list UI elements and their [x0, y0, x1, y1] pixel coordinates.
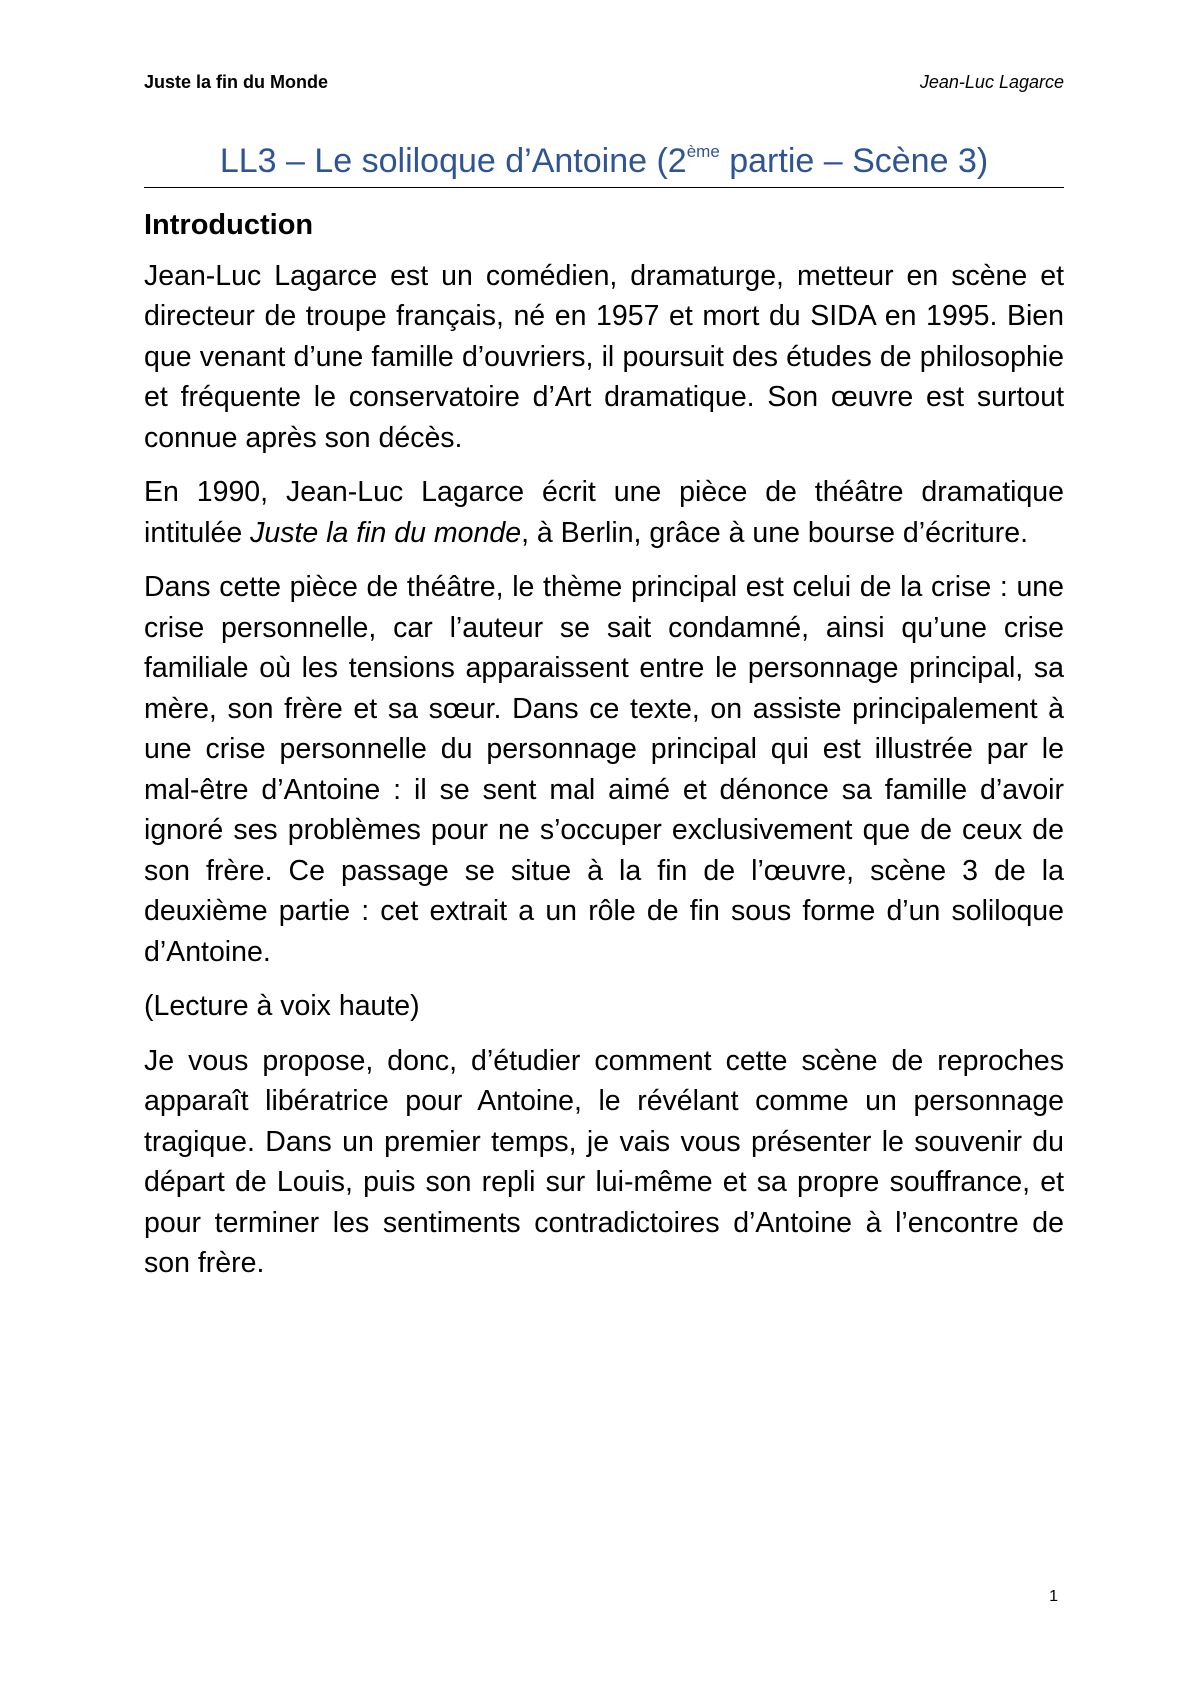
work-title-italic: Juste la fin du monde — [250, 516, 522, 549]
paragraph-theme: Dans cette pièce de théâtre, le thème principal est celui de la crise : une crise personnelle, car l’auteur se sait condamné, ainsi qu’une crise familiale où les tensions apparaissent entre le personnage principal, sa mère, son frère et sa sœur. Dans ce texte, on assiste principalement à une crise personnelle du personnage principal qui est illustrée par le mal-être d’Antoine : il se sent mal aimé et dénonce sa famille d’avoir ignoré ses problèmes pour ne s’occuper exclusivement que de ceux de son frère. Ce passage se situe à la fin de l’œuvre, scène 3 de la deuxième partie : cet extrait a un rôle de fin sous forme d’un soliloque d’Antoine. — [144, 571, 1064, 968]
page-number: 1 — [1049, 1588, 1058, 1605]
header-book-title: Juste la fin du Monde — [144, 72, 329, 92]
page-header — [144, 72, 1064, 98]
paragraph-author-bio: Jean-Luc Lagarce est un comédien, dramaturge, metteur en scène et directeur de troupe français, né en 1957 et mort du SIDA en 1995. Bien que venant d’une famille d’ouvriers, il poursuit des études de philosophie et fréquente le conservatoire d’Art dramatique. Son œuvre est surtout connue après son décès. — [144, 259, 1064, 454]
paragraph-work-context-start: En 1990, Jean-Luc Lagarce écrit une pièce de théâtre dramatique intitulée — [144, 476, 1064, 549]
paragraph-work-context-end: , à Berlin, grâce à une bourse d’écriture. — [521, 516, 1029, 549]
header-author: Jean-Luc Lagarce — [919, 72, 1064, 92]
paragraph-reading-note: (Lecture à voix haute) — [144, 990, 420, 1023]
document-body — [144, 205, 1064, 1298]
section-heading: Introduction — [144, 209, 314, 241]
title-superscript: ème — [686, 142, 720, 161]
paragraph-work-context — [144, 472, 1064, 553]
paragraph-problematic: Je vous propose, donc, d’étudier comment cette scène de reproches apparaît libératrice pour Antoine, le révélant comme un personnage tragique. Dans un premier temps, je vais vous présenter le souvenir du départ de Louis, puis son repli sur lui-même et sa propre souffrance, et pour terminer les sentiments contradictoires d’Antoine à l’encontre de son frère. — [144, 1044, 1064, 1280]
document-title — [144, 140, 1064, 188]
title-text-start: LL3 – Le soliloque d’Antoine (2 — [219, 142, 687, 180]
title-text-end: partie – Scène 3) — [719, 142, 989, 180]
